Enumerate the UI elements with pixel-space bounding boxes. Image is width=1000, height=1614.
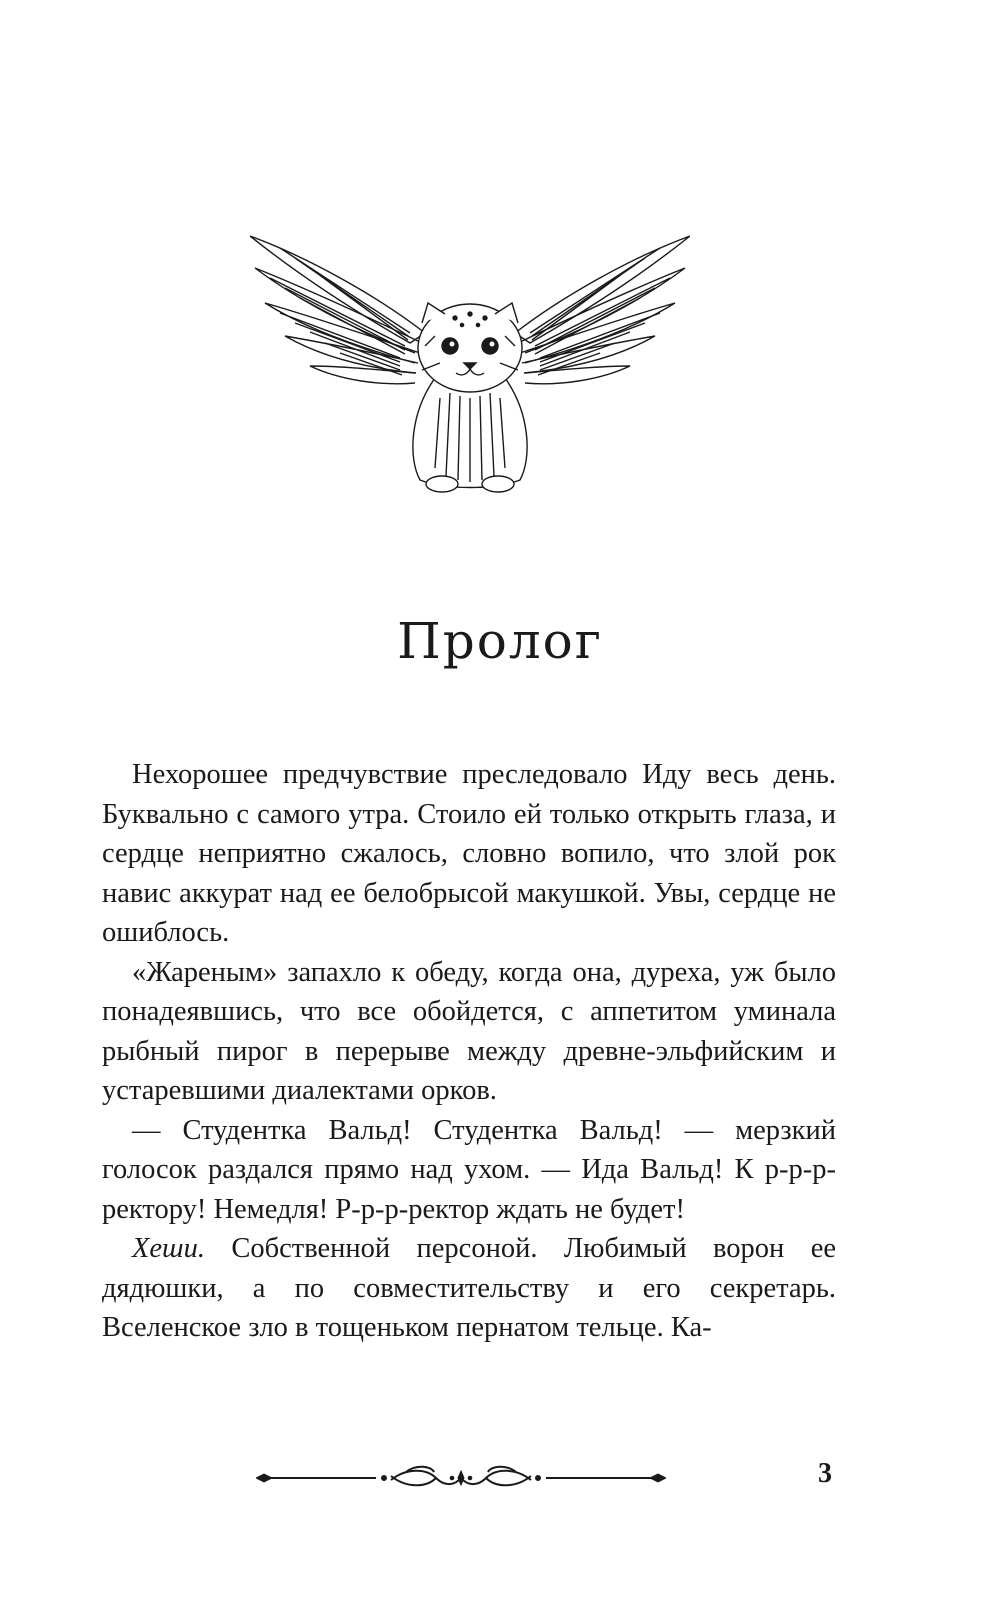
decorative-divider-icon xyxy=(256,1458,666,1498)
paragraph: Нехорошее предчувствие преследовало Иду весь день. Буквально с самого утра. Стоило ей только открыть глаза, и сердце неприятно сжалось, словно вопило, что злой рок навис аккурат над ее белобрысой макушкой. Увы, сердце не ошиблось. xyxy=(102,759,836,948)
italic-name: Хеши. xyxy=(132,1233,205,1264)
page-number: 3 xyxy=(818,1458,832,1489)
chapter-text xyxy=(102,755,836,1348)
winged-manul-cat-icon xyxy=(250,228,690,508)
paragraph: «Жареным» запахло к обеду, когда она, дуреха, уж было понадеявшись, что все обойдется, с аппетитом уминала рыбный пирог в перерыве между древне-эльфийским и устаревшими диалектами орков. xyxy=(102,956,836,1106)
paragraph: — Студентка Вальд! Студентка Вальд! — мерзкий голосок раздался прямо над ухом. — Ида Вальд! К р-р-р-ректору! Немедля! Р-р-р-ректор ждать не будет! xyxy=(102,1114,836,1225)
chapter-title: Пролог xyxy=(397,612,603,670)
paragraph: Хеши. Собственной персоной. Любимый ворон ее дядюшки, а по совместительству и его секретарь. Вселенское зло в тощеньком пернатом тельце. Ка- xyxy=(102,1233,836,1343)
